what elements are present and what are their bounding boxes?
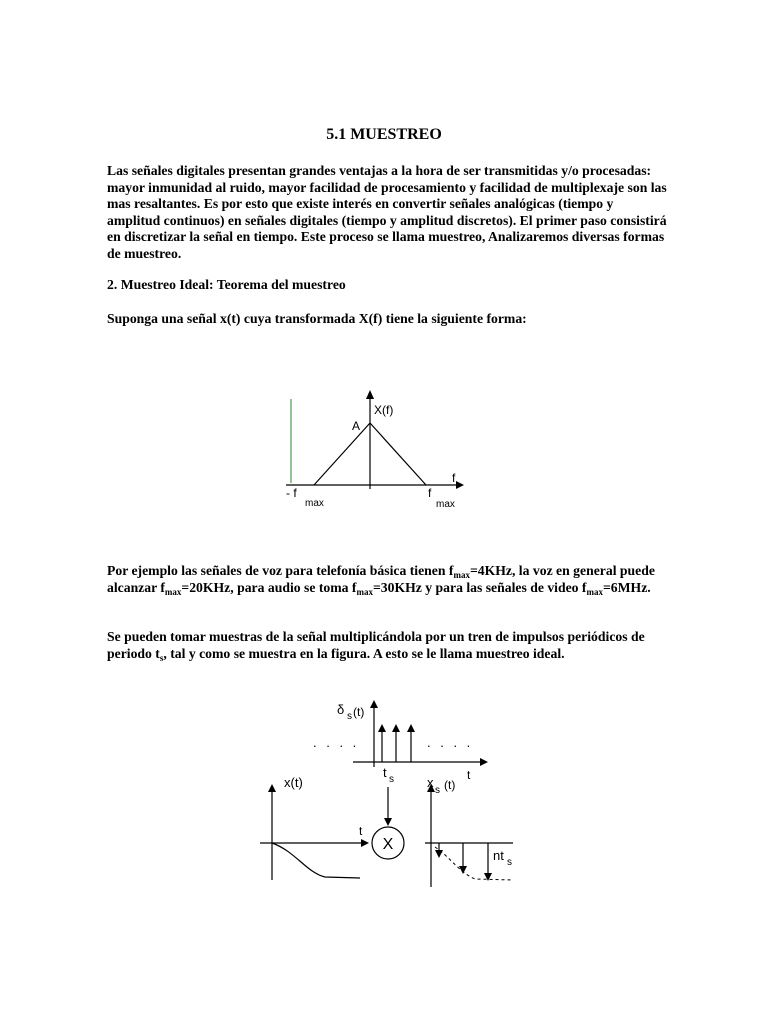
sampling-paragraph [107,629,667,662]
impulse-vertical-axis-arrow [370,700,378,708]
delta-symbol: δ [337,702,345,717]
output-label: x [427,775,434,790]
input-vertical-axis-arrow [268,784,276,792]
examples-text-2: =4KHz, la voz en general puede alcanzar f [107,563,655,595]
examples-text-3: =20KHz, para audio se toma f [181,579,357,595]
ts-sub: s [389,774,394,785]
peak-label: A [352,419,361,433]
impulse-to-multiplier-arrow [384,818,392,826]
amplitude-axis-arrow [366,390,374,399]
impulse-2-arrow [392,724,400,732]
impulse-3-arrow [407,724,415,732]
impulse-t-label: t [467,768,471,782]
delta-arg: (t) [353,705,365,719]
impulse-time-axis-arrow [480,758,488,766]
sampling-text-2: , tal y como se muestra en la figura. A esto se le llama muestreo ideal. [163,645,565,661]
input-t-label: t [359,824,363,838]
neg-fmax-label: - f [286,486,297,500]
examples-sub-2: max [164,586,182,597]
impulse-1-arrow [378,724,386,732]
examples-sub-1: max [453,570,470,580]
fmax-sub: max [436,499,455,510]
neg-fmax-sub: max [305,498,324,509]
nts-sub: s [507,857,512,868]
examples-text-4: =30KHz y para las señales de video f [373,579,587,595]
fmax-label: f [428,486,432,500]
ts-label: t [383,765,387,780]
f-axis-label: f [452,471,456,485]
frequency-axis-arrow [456,481,464,489]
suppose-paragraph: Suponga una señal x(t) cuya transformada X(f) tiene la siguiente forma: [107,311,527,326]
page-title: 5.1 MUESTREO [326,126,442,143]
right-dots: . . . . [427,735,474,750]
nts-label: nt [493,848,504,863]
left-dots: . . . . [313,735,360,750]
sampling-sub: s [159,652,164,663]
examples-paragraph [107,563,667,596]
input-label: x(t) [284,775,303,790]
examples-sub-4: max [586,586,603,597]
intro-paragraph: Las señales digitales presentan grandes ventajas a la hora de ser transmitidas y/o procesadas: mayor inmunidad al ruido, mayor facilidad de procesamiento y facilidad de multiplexaje son las mas resaltantes. Es por esto que existe interés en convertir señales analógicas (tiempo y amplitud continuos) en señales digitales (tiempo y amplitud discretos). El primer paso consistirá en discretizar la señal en tiempo. Este proceso se llama muestreo, Analizaremos diversas formas de muestreo. [107,163,667,261]
examples-text-5: =6MHz. [603,579,651,595]
output-sub: s [435,785,440,796]
xf-label: X(f) [374,403,394,417]
sample-2-arrow [459,866,467,874]
sample-1-arrow [435,850,443,858]
input-time-axis-arrow [361,839,369,847]
section-heading: 2. Muestreo Ideal: Teorema del muestreo [107,277,346,292]
examples-sub-3: max [356,586,373,597]
delta-sub: s [347,711,352,722]
sampling-text-1: Se pueden tomar muestras de la señal multiplicándola por un tren de impulsos periódicos de periodo t [107,629,645,661]
spectrum-figure [280,385,470,515]
input-signal-curve [272,843,360,878]
multiplier-symbol: X [382,836,394,853]
examples-text-1: Por ejemplo las señales de voz para telefonía básica tienen f [107,563,454,578]
output-arg: (t) [444,778,456,792]
sampling-figure [255,695,525,895]
